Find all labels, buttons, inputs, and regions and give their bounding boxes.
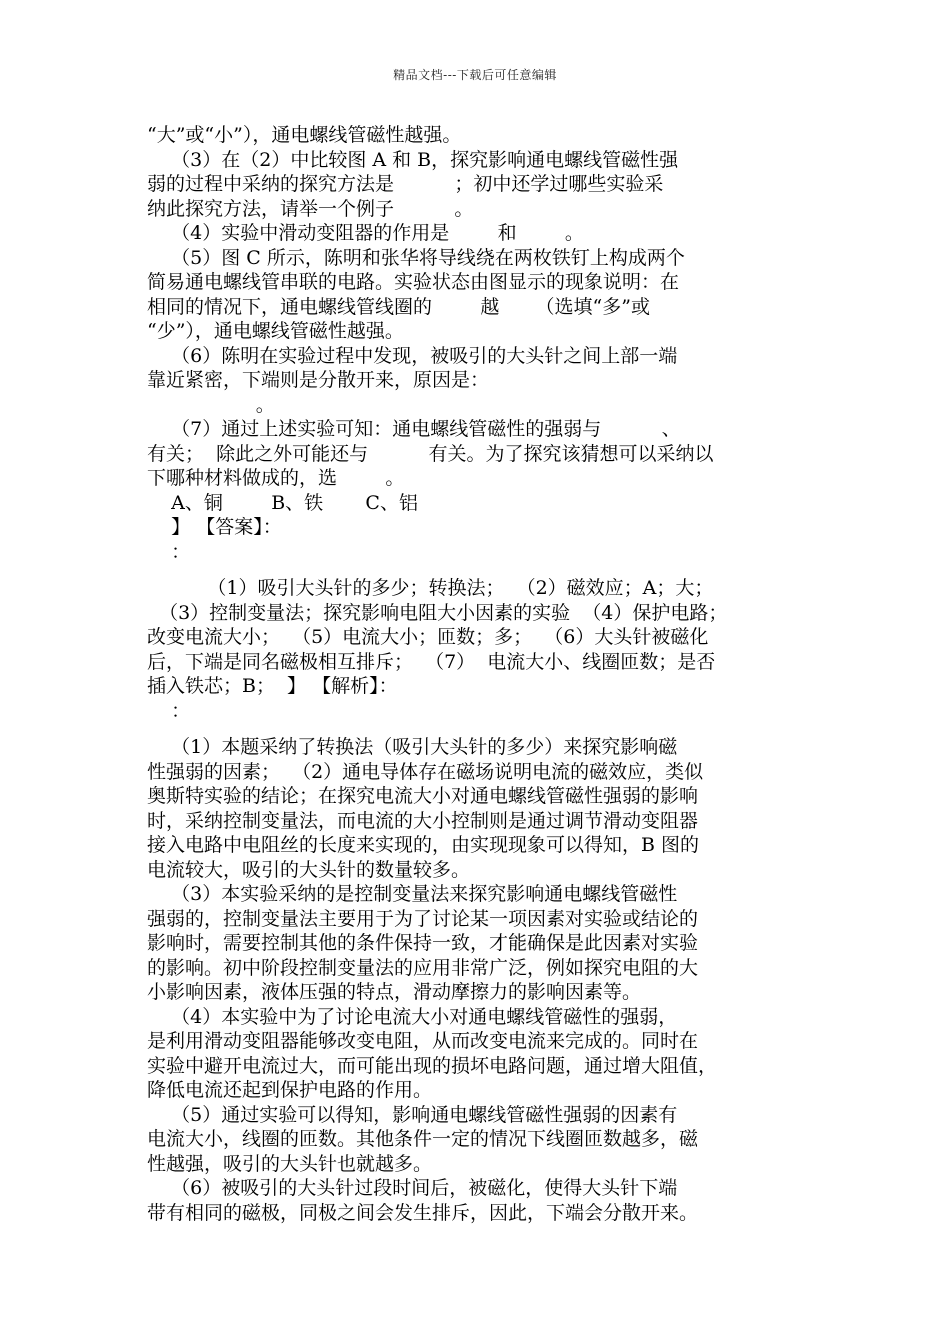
- text-line: 后，下端是同名磁极相互排斥； （7） 电流大小、线圈匝数；是否: [147, 650, 716, 673]
- text-line: 降低电流还起到保护电路的作用。: [147, 1079, 433, 1101]
- text-line: 影响时，需要控制其他的条件保持一致，才能确保是此因素对实验: [147, 932, 699, 954]
- text-line: 性强弱的因素； （2）通电导体存在磁场说明电流的磁效应，类似: [147, 760, 704, 783]
- text-line: “少”），通电螺线管磁性越强。: [147, 320, 404, 342]
- text-line: 下哪种材料做成的，选 。: [147, 467, 405, 489]
- text-line: “大”或“小”），通电螺线管磁性越强。: [147, 124, 462, 146]
- document-body: [147, 123, 817, 1225]
- text-line: 】 【答案】：: [147, 516, 282, 538]
- text-line: 简易通电螺线管串联的电路。实验状态由图显示的现象说明：在: [147, 271, 680, 293]
- text-line: 电流大小，线圈的匝数。其他条件一定的情况下线圈匝数越多，磁: [147, 1128, 699, 1150]
- text-line: （5）通过实验可以得知，影响通电螺线管磁性强弱的因素有: [147, 1103, 678, 1126]
- text-line: （3）本实验采纳的是控制变量法来探究影响通电螺线管磁性: [147, 883, 678, 905]
- text-line: （1）吸引大头针的多少；转换法； （2）磁效应；A；大；: [147, 577, 714, 599]
- text-line: 纳此探究方法，请举一个例子 。: [147, 197, 474, 220]
- text-line: 有关； 除此之外可能还与 有关。为了探究该猜想可以采纳以: [147, 442, 714, 465]
- text-line: 时，采纳控制变量法，而电流的大小控制则是通过调节滑动变阻器: [147, 809, 699, 832]
- text-line: 性越强，吸引的大头针也就越多。: [147, 1152, 433, 1175]
- text-line: 电流较大，吸引的大头针的数量较多。: [147, 858, 471, 881]
- text-line: 插入铁芯；B； 】 【解析】：: [147, 675, 398, 697]
- text-line: 的影响。初中阶段控制变量法的应用非常广泛，例如探究电阻的大: [147, 956, 699, 979]
- text-line: （6）被吸引的大头针过段时间后，被磁化，使得大头针下端: [147, 1177, 678, 1199]
- text-line: 是利用滑动变阻器能够改变电阻，从而改变电流来完成的。同时在: [147, 1030, 699, 1052]
- text-line: A、铜 B、铁 C、铝: [147, 491, 418, 514]
- text-line: （3）在（2）中比较图 A 和 B，探究影响通电螺线管磁性强: [147, 148, 679, 171]
- spacer: [147, 564, 817, 576]
- text-line: 实验中避开电流过大，而可能出现的损坏电路问题，通过增大阻值，: [147, 1054, 718, 1077]
- text-line: 接入电路中电阻丝的长度来实现的，由实现现象可以得知，B 图的: [147, 834, 700, 856]
- page-header: 精品文档---下载后可任意编辑: [393, 68, 557, 82]
- text-line: 强弱的，控制变量法主要用于为了讨论某一项因素对实验或结论的: [147, 907, 699, 930]
- spacer: [147, 723, 817, 735]
- text-line: 小影响因素，液体压强的特点，滑动摩擦力的影响因素等。: [147, 981, 642, 1003]
- text-line: （4）本实验中为了讨论电流大小对通电螺线管磁性的强弱，: [147, 1005, 678, 1028]
- text-line: （1）本题采纳了转换法（吸引大头针的多少）来探究影响磁: [147, 736, 678, 758]
- text-line: 靠近紧密，下端则是分散开来，原因是：: [147, 369, 490, 391]
- text-line: 相同的情况下，通电螺线管线圈的 越 （选填“多”或: [147, 295, 650, 318]
- text-line: （5）图 C 所示，陈明和张华将导线绕在两枚铁钉上构成两个: [147, 246, 685, 269]
- text-line: ：: [147, 699, 191, 722]
- text-line: （7）通过上述实验可知：通电螺线管磁性的强弱与 、: [147, 418, 681, 440]
- text-line: （6）陈明在实验过程中发现，被吸引的大头针之间上部一端: [147, 344, 678, 367]
- text-line: 奥斯特实验的结论；在探究电流大小对通电螺线管磁性强弱的影响: [147, 785, 699, 807]
- text-line: 改变电流大小； （5）电流大小；匝数；多； （6）大头针被磁化: [147, 626, 709, 648]
- text-line: （4）实验中滑动变阻器的作用是 和 。: [147, 222, 584, 244]
- text-line: （3）控制变量法；探究影响电阻大小因素的实验 （4）保护电路；: [147, 601, 728, 624]
- text-line: ：: [147, 540, 191, 563]
- text-line: 弱的过程中采纳的探究方法是 ；初中还学过哪些实验采: [147, 173, 664, 195]
- text-line: 。: [147, 393, 275, 416]
- text-line: 带有相同的磁极，同极之间会发生排斥，因此，下端会分散开来。: [147, 1201, 699, 1224]
